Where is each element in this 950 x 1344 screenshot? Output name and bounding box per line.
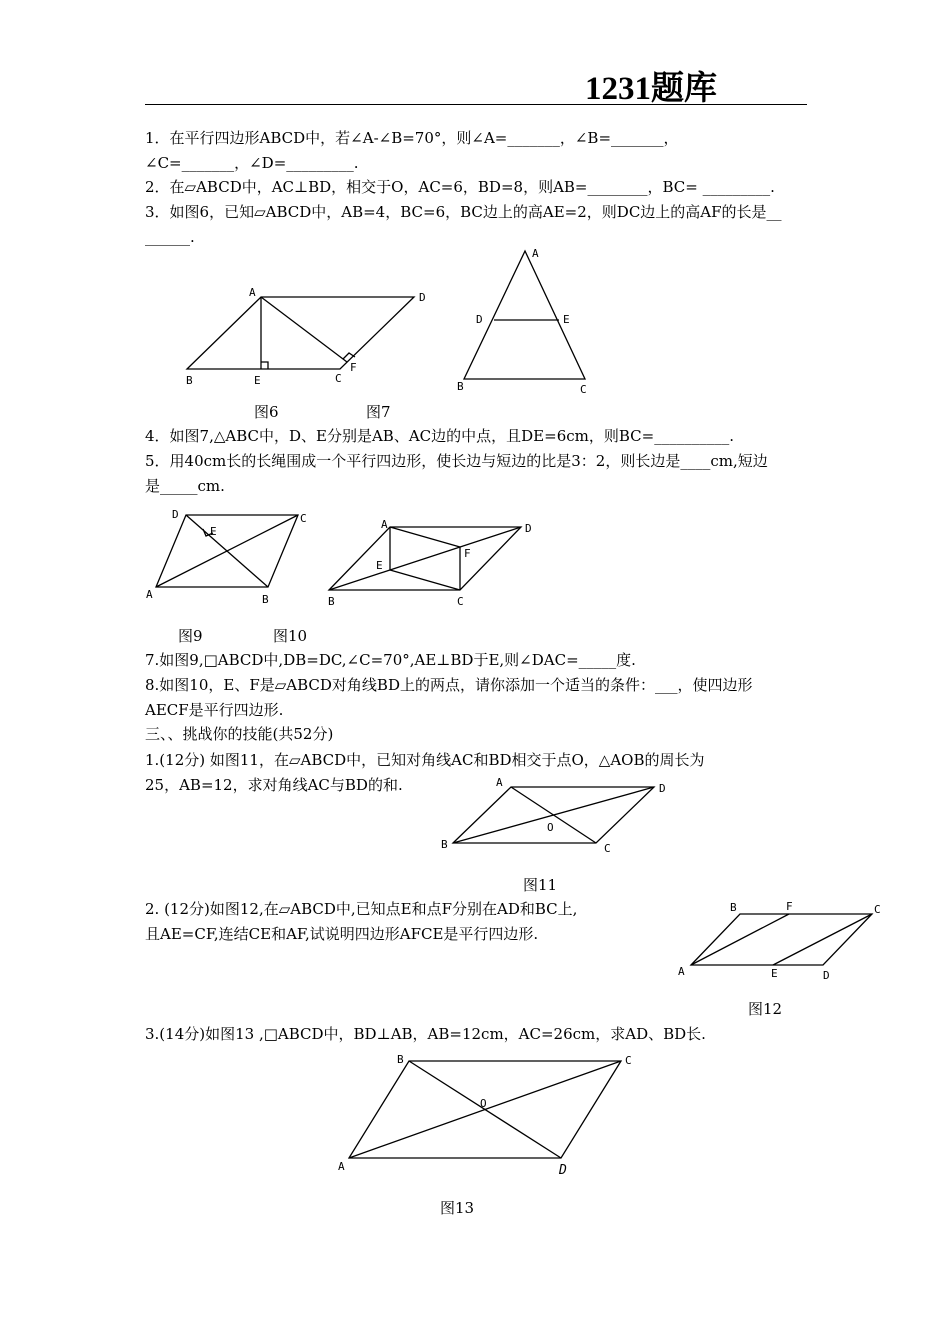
figure-12: [675, 898, 890, 988]
problem-1-line-2: 25，AB=12，求对角线AC与BD的和.: [145, 776, 403, 794]
vertex-label-c: C: [457, 595, 464, 608]
vertex-label-c: C: [874, 903, 881, 916]
vertex-label-e: E: [563, 313, 570, 326]
caption-fig-11: 图11: [523, 876, 558, 894]
problem-3: 3.(14分)如图13 ,□ABCD中，BD⊥AB，AB=12cm，AC=26cm，求AD、BD长.: [145, 1025, 706, 1043]
question-8-line-2: AECF是平行四边形.: [145, 701, 284, 719]
vertex-label-e: E: [771, 967, 778, 980]
figure-10: [320, 515, 545, 610]
caption-fig-7: 图7: [366, 403, 391, 421]
caption-fig-10: 图10: [273, 627, 308, 645]
vertex-label-f: F: [464, 547, 471, 560]
question-5-line-2: 是_____cm.: [145, 477, 225, 495]
vertex-label-d: D: [659, 782, 666, 795]
vertex-label-a: A: [338, 1160, 345, 1173]
question-3-line-1: 3．如图6，已知▱ABCD中，AB=4，BC=6，BC边上的高AE=2，则DC边上的高AF的长是__: [145, 203, 782, 221]
problem-2-line-1: 2. (12分)如图12,在▱ABCD中,已知点E和点F分别在AD和BC上,: [145, 900, 578, 918]
caption-fig-9: 图9: [178, 627, 203, 645]
vertex-label-a: A: [146, 588, 153, 601]
problem-2-line-2: 且AE=CF,连结CE和AF,试说明四边形AFCE是平行四边形.: [145, 925, 539, 943]
question-3-line-2: ______.: [145, 228, 195, 246]
question-8-line-1: 8.如图10，E、F是▱ABCD对角线BD上的两点，请你添加一个适当的条件：___，使四边形: [145, 676, 753, 694]
vertex-label-c: C: [300, 512, 307, 525]
question-7: 7.如图9,□ABCD中,DB=DC,∠C=70°,AE⊥BD于E,则∠DAC=_____度.: [145, 651, 636, 669]
question-5-line-1: 5．用40cm长的长绳围成一个平行四边形，使长边与短边的比是3：2，则长边是____cm,短边: [145, 452, 768, 470]
question-2: 2．在▱ABCD中，AC⊥BD，相交于O，AC=6，BD=8，则AB=________，BC= _________.: [145, 178, 775, 196]
vertex-label-a: A: [678, 965, 685, 978]
vertex-label-d: D: [476, 313, 483, 326]
vertex-label-a: A: [381, 518, 388, 531]
vertex-label-d: D: [525, 522, 532, 535]
figure-7: [455, 245, 595, 395]
vertex-label-b: B: [730, 901, 737, 914]
center-label-o: O: [480, 1097, 487, 1110]
vertex-label-e: E: [210, 525, 217, 538]
vertex-label-b: B: [457, 380, 464, 393]
vertex-label-a: A: [532, 247, 539, 260]
vertex-label-c: C: [335, 372, 342, 385]
vertex-label-d: D: [823, 969, 830, 982]
vertex-label-f: F: [350, 361, 357, 374]
vertex-label-c: C: [580, 383, 587, 396]
figure-6: [180, 280, 440, 390]
vertex-label-a: A: [249, 286, 256, 299]
vertex-label-c: C: [604, 842, 611, 855]
vertex-label-d: D: [559, 1163, 567, 1178]
vertex-label-b: B: [262, 593, 269, 606]
caption-fig-6: 图6: [254, 403, 279, 421]
vertex-label-f: F: [786, 900, 793, 913]
vertex-label-d: D: [419, 291, 426, 304]
question-1-line-1: 1．在平行四边形ABCD中，若∠A-∠B=70°，则∠A=_______，∠B=_______，: [145, 129, 679, 147]
vertex-label-c: C: [625, 1054, 632, 1067]
vertex-label-a: A: [496, 776, 503, 789]
brand-title: 1231题库: [585, 71, 717, 107]
vertex-label-e: E: [376, 559, 383, 572]
question-1-line-2: ∠C=_______，∠D=_________.: [145, 154, 359, 172]
vertex-label-b: B: [328, 595, 335, 608]
caption-fig-13: 图13: [440, 1199, 475, 1217]
page-header: [145, 62, 807, 105]
question-4: 4．如图7,△ABC中，D、E分别是AB、AC边的中点，且DE=6cm，则BC=__________.: [145, 427, 734, 445]
vertex-label-b: B: [441, 838, 448, 851]
section-3-heading: 三、、挑战你的技能(共52分): [145, 725, 334, 743]
vertex-label-d: D: [172, 508, 179, 521]
vertex-label-b: B: [186, 374, 193, 387]
figure-13: [335, 1050, 645, 1180]
figure-11: [438, 775, 678, 860]
center-label-o: O: [547, 821, 554, 834]
vertex-label-e: E: [254, 374, 261, 387]
figure-9: [140, 505, 320, 610]
vertex-label-b: B: [397, 1053, 404, 1066]
caption-fig-12: 图12: [748, 1000, 783, 1018]
problem-1-line-1: 1.(12分) 如图11，在▱ABCD中，已知对角线AC和BD相交于点O，△AOB的周长为: [145, 751, 705, 769]
